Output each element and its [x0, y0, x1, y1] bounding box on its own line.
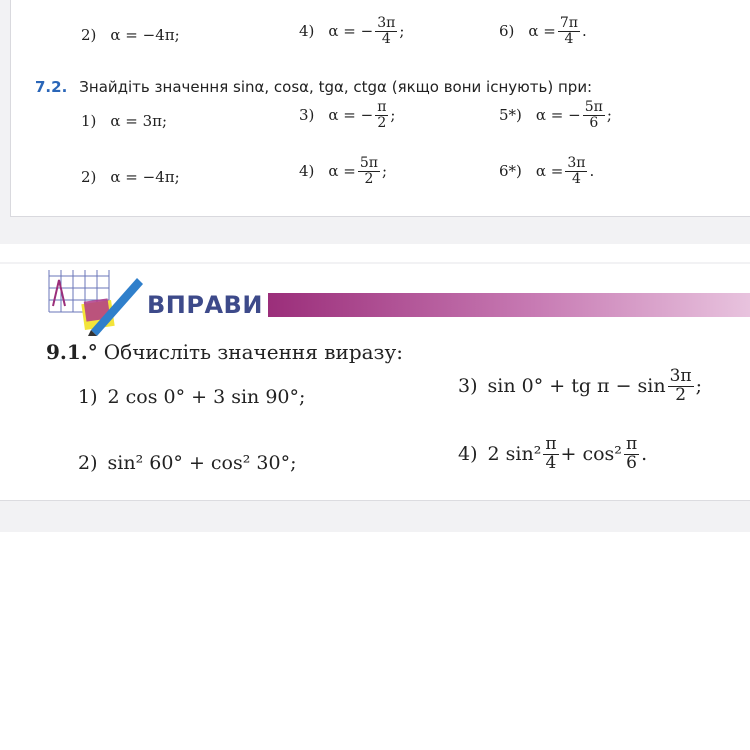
item-expression: α = − — [328, 22, 374, 41]
exercise-item — [299, 100, 395, 130]
exercise-item — [458, 368, 702, 405]
fraction — [375, 16, 397, 46]
denominator: 6 — [589, 114, 599, 131]
task-text: Знайдіть значення sinα, cosα, tgα, ctgα (якщо вони існують) при: — [79, 78, 593, 96]
numerator: 3π — [567, 155, 586, 171]
punctuation: ; — [390, 106, 396, 125]
item-label: 6*) — [499, 162, 522, 181]
denominator: 6 — [626, 452, 637, 473]
denominator: 2 — [364, 170, 374, 187]
item-expression: 2 cos 0° + 3 sin 90°; — [107, 386, 306, 408]
numerator: π — [625, 434, 638, 454]
item-label: 2) — [81, 168, 97, 186]
item-expression: α = − — [328, 106, 374, 125]
denominator: 4 — [564, 30, 574, 47]
item-expression: + cos² — [560, 443, 622, 466]
denominator: 4 — [381, 30, 391, 47]
item-label: 1) — [81, 112, 97, 130]
denominator: 4 — [545, 452, 557, 473]
exercise-item — [81, 168, 180, 186]
item-expression: α = — [528, 22, 556, 41]
exercise-item — [458, 436, 647, 473]
item-expression: α = −4π; — [110, 26, 180, 44]
section-title: ВПРАВИ — [147, 291, 263, 319]
task-text: Обчисліть значення виразу: — [103, 340, 403, 364]
exercises-pencil-icon — [45, 266, 145, 336]
numerator: 5π — [584, 99, 603, 115]
denominator: 4 — [571, 170, 581, 187]
fraction — [543, 436, 558, 473]
item-label: 4) — [299, 22, 315, 41]
denominator: 2 — [377, 114, 387, 131]
exercise-item — [78, 386, 305, 408]
punctuation: ; — [399, 22, 405, 41]
numerator: 7π — [559, 15, 578, 31]
item-label: 2) — [81, 26, 97, 44]
item-label: 3) — [299, 106, 315, 125]
item-label: 2) — [78, 452, 98, 474]
item-expression: α = — [328, 162, 356, 181]
numerator: π — [545, 434, 557, 454]
punctuation: . — [641, 443, 648, 466]
fraction — [583, 100, 605, 130]
exercise-item — [499, 100, 612, 130]
fraction — [668, 368, 694, 405]
item-expression: sin 0° + tg π − sin — [487, 375, 666, 398]
item-expression: α = − — [535, 106, 581, 125]
fraction — [624, 436, 639, 473]
item-label: 3) — [458, 375, 478, 398]
top-page-content — [10, 0, 750, 217]
item-expression: 2 sin² — [487, 443, 542, 466]
blank-area — [0, 532, 750, 750]
fraction — [558, 16, 580, 46]
item-expression: α = −4π; — [110, 168, 180, 186]
fraction — [565, 156, 587, 186]
numerator: 3π — [377, 15, 396, 31]
bottom-page — [0, 262, 750, 532]
item-expression: sin² 60° + cos² 30°; — [107, 452, 297, 474]
section-title-bar — [268, 293, 750, 317]
item-label: 6) — [499, 22, 515, 41]
item-label: 4) — [299, 162, 315, 181]
punctuation: ; — [695, 375, 703, 398]
task-header — [46, 340, 403, 364]
item-expression: α = — [535, 162, 564, 181]
punctuation: ; — [606, 106, 612, 125]
denominator: 2 — [675, 384, 687, 405]
exercise-item — [299, 156, 387, 186]
exercise-item — [299, 16, 404, 46]
exercise-item — [78, 452, 296, 474]
task-header — [35, 78, 592, 96]
exercise-item — [81, 26, 180, 44]
fraction — [375, 100, 388, 130]
exercise-item — [499, 156, 594, 186]
exercise-item — [499, 16, 587, 46]
item-expression: α = 3π; — [110, 112, 168, 130]
numerator: 5π — [359, 155, 378, 171]
item-label: 4) — [458, 443, 478, 466]
punctuation: . — [589, 162, 595, 181]
page-gap — [0, 244, 750, 262]
item-label: 1) — [78, 386, 98, 408]
numerator: 3π — [669, 366, 692, 386]
top-page — [0, 0, 750, 244]
task-number: 9.1.° — [46, 340, 98, 364]
bottom-page-content — [0, 264, 750, 501]
punctuation: . — [581, 22, 587, 41]
task-number: 7.2. — [35, 78, 68, 96]
fraction — [358, 156, 380, 186]
exercise-item — [81, 112, 167, 130]
punctuation: ; — [381, 162, 388, 181]
item-label: 5*) — [499, 106, 522, 125]
numerator: π — [377, 99, 387, 115]
